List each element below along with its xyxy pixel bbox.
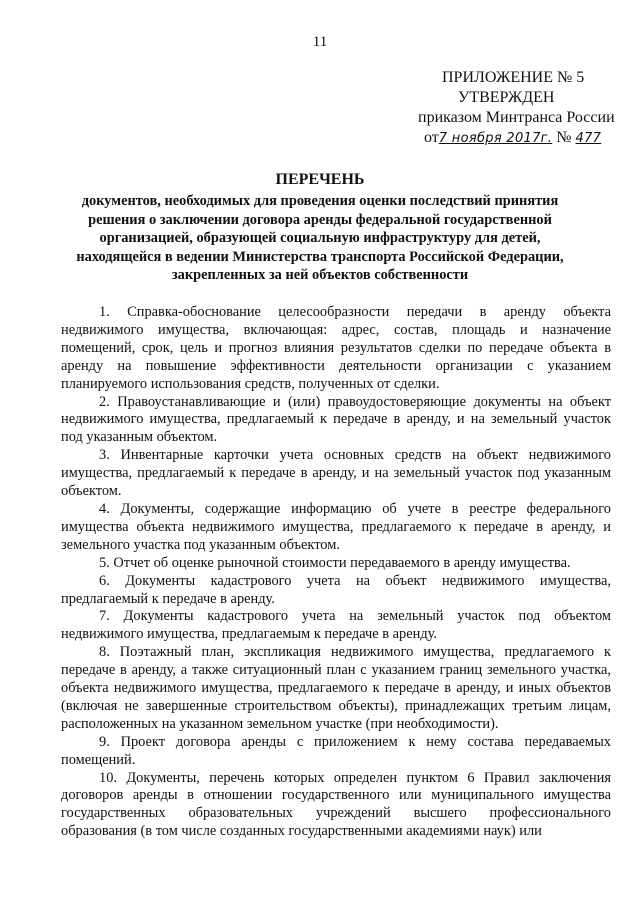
approval-approved: УТВЕРЖДЕН: [458, 89, 555, 106]
list-item-5: 5. Отчет об оценке рыночной стоимости передаваемого в аренду имущества.: [99, 554, 571, 571]
list-item-9: 9. Проект договора аренды с приложением к нему состава передаваемых помещений.: [61, 733, 611, 768]
list-item-4: 4. Документы, содержащие информацию об учете в реестре федерального имущества объекта недвижимого имущества, предлагаемого к передаче в аренду, и земельного участка под указанным объектом.: [61, 500, 611, 553]
approval-appendix: ПРИЛОЖЕНИЕ № 5: [442, 69, 585, 86]
page-number: 11: [312, 34, 328, 50]
document-subtitle: документов, необходимых для проведения оценки последствий принятия решения о заключении договора аренды федеральной государственной организацией, образующей социальную инфраструктуру для детей, находящейся в ведении Министерства транспорта Российской Федерации, закрепленных за ней объектов собственности: [76, 193, 564, 284]
list-item-7: 7. Документы кадастрового учета на земельный участок под объектом недвижимого имущества, предлагаемым к передаче в аренду.: [61, 608, 611, 643]
approval-order: приказом Минтранса России: [418, 109, 615, 126]
list-item-2: 2. Правоустанавливающие и (или) правоудостоверяющие документы на объект недвижимого имущества, предлагаемый к передаче в аренду, и на земельный участок под указанным объектом.: [61, 393, 611, 446]
document-body: [61, 304, 611, 841]
approval-block: [400, 68, 625, 149]
list-item-8: 8. Поэтажный план, экспликация недвижимого имущества, предлагаемого к передаче в аренду, а также ситуационный план с указанием границ земельного участка, объекта недвижимого имущества, предлагаемого к передаче в аренду, и иных объектов (включая не завершенные строительством объекты), принадлежащих третьим лицам, расположенных на указанном земельном участке (при необходимости).: [61, 644, 611, 732]
list-item-10: 10. Документы, перечень которых определен пунктом 6 Правил заключения договоров аренды в отношении государственного или муниципального имущества государственных образовательных учреждений высшего профессионального образования (в том числе созданных государственными академиями наук) или: [61, 769, 611, 840]
approval-from-label: от: [424, 129, 439, 146]
document-title: ПЕРЕЧЕНЬ: [275, 171, 365, 188]
approval-number-label: №: [556, 129, 572, 146]
approval-date-handwritten: 7 ноября 2017г.: [438, 131, 553, 146]
list-item-3: 3. Инвентарные карточки учета основных средств на объект недвижимого имущества, предлагаемый к передаче в аренду, и на земельный участок под указанным объектом.: [61, 447, 611, 500]
list-item-6: 6. Документы кадастрового учета на объект недвижимого имущества, предлагаемый к передаче в аренду.: [61, 572, 611, 607]
approval-date-line: [400, 128, 625, 149]
list-item-1: 1. Справка-обоснование целесообразности передачи в аренду объекта недвижимого имущества, включающая: адрес, состав, площадь и назначение помещений, срок, цель и прогноз влияния результатов сделки по передаче объекта в аренду на повышение эффективности деятельности организации с указанием планируемого использования средств, полученных от сделки.: [61, 304, 611, 392]
approval-number-handwritten: 477: [575, 131, 602, 146]
